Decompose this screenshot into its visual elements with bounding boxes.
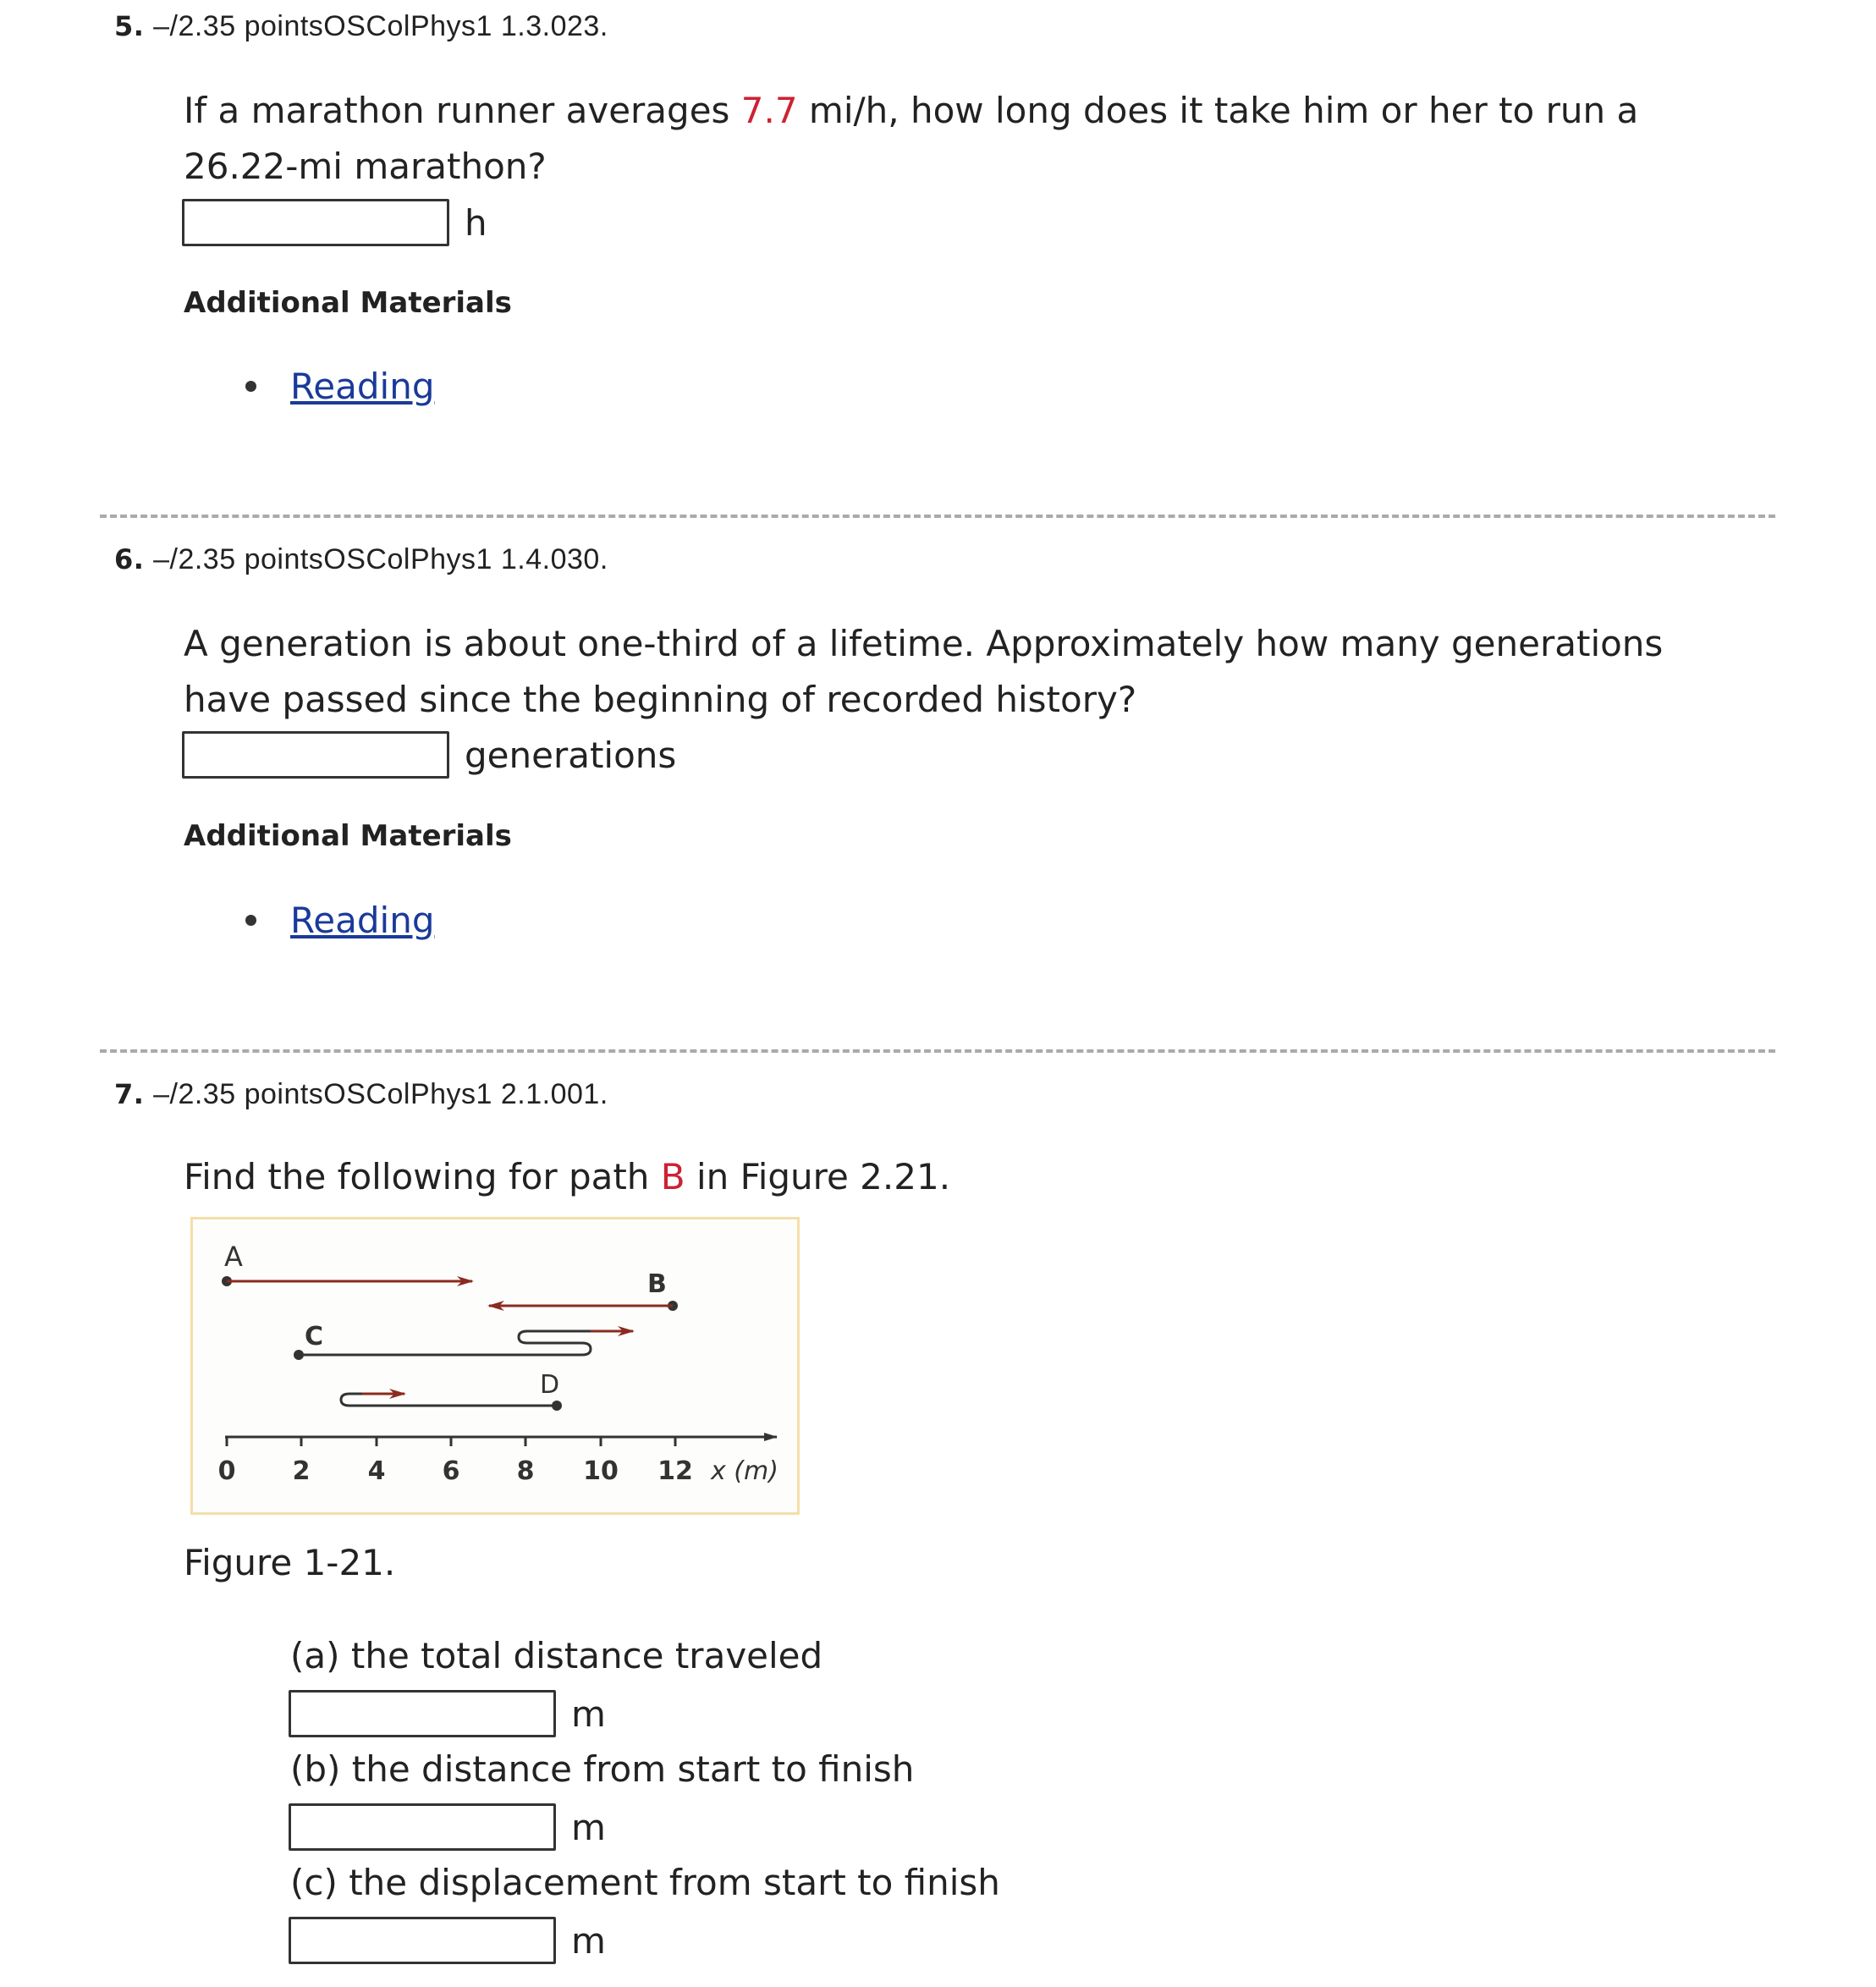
q6-question-text: A generation is about one-third of a lifetime. Approximately how many generations have passed since the beginning of recorded history?: [184, 623, 1664, 720]
q7-part-c-unit: m: [571, 1919, 606, 1962]
q7-part-a-answer-row: [289, 1690, 606, 1737]
q7-part-c-input[interactable]: [289, 1917, 556, 1964]
q7-header: [114, 1078, 608, 1111]
q5-reading-link[interactable]: Reading: [290, 366, 435, 407]
q5-highlight-value: 7.7: [740, 90, 798, 131]
q5-additional-materials-heading: Additional Materials: [184, 286, 512, 320]
q7-part-b-answer-row: [289, 1803, 606, 1851]
q6-answer-input[interactable]: [182, 731, 449, 779]
path-b-label: B: [647, 1269, 667, 1299]
q7-part-c-label: (c) the displacement from start to finish: [290, 1862, 1000, 1903]
q6-reading-item: [245, 900, 434, 941]
q5-number: 5.: [114, 10, 145, 42]
figure-paths-diagram: [190, 1217, 800, 1515]
figure-caption: Figure 1-21.: [184, 1542, 396, 1583]
q7-part-a-unit: m: [571, 1693, 606, 1735]
q6-additional-materials-heading: Additional Materials: [184, 819, 512, 853]
path-c-label: C: [305, 1322, 324, 1351]
tick-label: 4: [367, 1456, 386, 1486]
q7-question-text: [184, 1149, 1707, 1205]
path-a-label: A: [224, 1241, 243, 1273]
q7-part-b-unit: m: [571, 1806, 606, 1848]
q7-part-a-label: (a) the total distance traveled: [290, 1635, 823, 1676]
q7-number: 7.: [114, 1078, 145, 1110]
tick-label: 10: [583, 1456, 619, 1486]
x-axis-label: x (m): [711, 1456, 778, 1486]
q5-code: OSColPhys1 1.3.023.: [323, 10, 608, 42]
tick-label: 2: [292, 1456, 311, 1486]
x-axis-ticks: [227, 1437, 675, 1446]
paths-svg: [193, 1219, 797, 1512]
q6-header: [114, 543, 608, 576]
question-divider: [100, 1049, 1775, 1053]
tick-label: 6: [442, 1456, 460, 1486]
q5-text-part: mi/h, how long does it take him or her to run a 26.22-mi marathon?: [184, 90, 1639, 187]
path-c-line: [299, 1331, 633, 1355]
tick-label: 12: [657, 1456, 693, 1486]
q7-highlight-path: B: [660, 1156, 685, 1197]
q5-text-part: If a marathon runner averages: [184, 90, 741, 131]
q7-part-b-input[interactable]: [289, 1803, 556, 1851]
path-d-line: [341, 1394, 557, 1406]
bullet-icon: [245, 381, 256, 392]
q6-points: –/2.35 points: [153, 543, 324, 575]
q5-answer-input[interactable]: [182, 199, 449, 246]
q7-part-a-input[interactable]: [289, 1690, 556, 1737]
q7-text-part: in Figure 2.21.: [685, 1156, 951, 1197]
q6-code: OSColPhys1 1.4.030.: [323, 543, 608, 575]
q7-code: OSColPhys1 2.1.001.: [323, 1078, 608, 1110]
q7-points: –/2.35 points: [153, 1078, 324, 1110]
q7-part-c-answer-row: [289, 1917, 606, 1964]
q5-header: [114, 10, 608, 43]
tick-label: 8: [516, 1456, 535, 1486]
q5-unit: h: [465, 201, 487, 244]
q6-unit: generations: [465, 734, 677, 776]
bullet-icon: [245, 915, 256, 926]
q5-points: –/2.35 points: [153, 10, 324, 42]
q5-answer-row: [182, 199, 487, 246]
q5-question-text: [184, 83, 1707, 195]
q6-reading-link[interactable]: Reading: [290, 900, 435, 941]
path-d-label: D: [540, 1370, 560, 1400]
question-divider: [100, 515, 1775, 518]
q6-number: 6.: [114, 543, 145, 575]
q5-reading-item: [245, 366, 434, 407]
q6-answer-row: [182, 731, 676, 779]
q7-text-part: Find the following for path: [184, 1156, 661, 1197]
tick-label: 0: [217, 1456, 236, 1486]
q7-part-b-label: (b) the distance from start to finish: [290, 1748, 915, 1790]
